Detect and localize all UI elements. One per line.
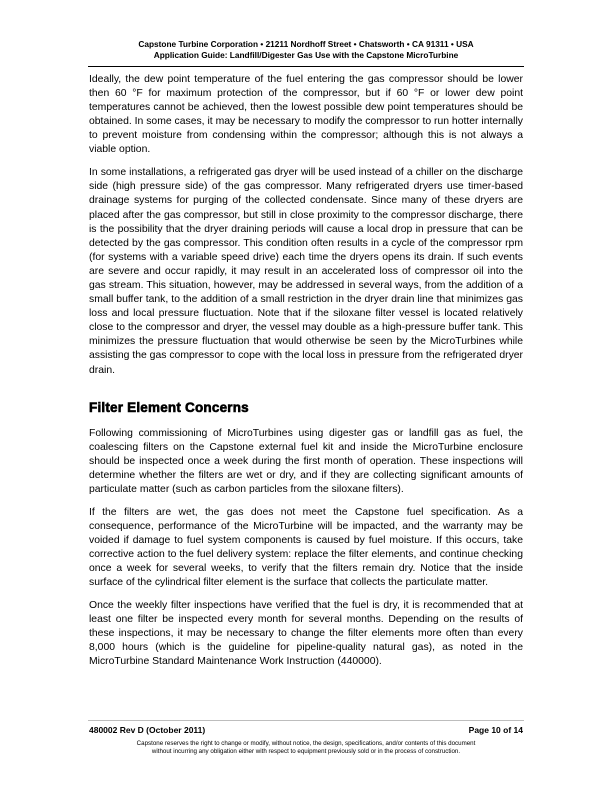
page-header [88, 39, 524, 61]
footer-disclaimer [88, 740, 524, 757]
paragraph-dew-point: Ideally, the dew point temperature of the fuel entering the gas compressor should be lower then 60 °F for maximum protection of the compressor, but if 60 °F or lower dew point temperatures cannot be achieved, then the lowest possible dew point temperatures should be obtained. In some cases, it may be necessary to modify the compressor to run hotter internally to prevent moisture from condensing within the compressor; although this is not always a viable option. [89, 74, 523, 156]
paragraph-wet-filters: If the filters are wet, the gas does not meet the Capstone fuel specification. As a consequence, performance of the MicroTurbine will be impacted, and the warranty may be voided if damage to fuel system components is caused by fuel moisture. If this occurs, take corrective action to the fuel delivery system: replace the filter elements, and continue checking once a week for several weeks, to verify that the filters remain dry. Notice that the inside surface of the cylindrical filter element is the surface that collects the particulate matter. [89, 506, 523, 589]
paragraph-refrigerated-dryer: In some installations, a refrigerated gas dryer will be used instead of a chiller on the discharge side (high pressure side) of the gas compressor. Many refrigerated dryers use timer-based drainage systems for purging of the collected condensate. Since many of these dryers are placed after the gas compressor, but still in close proximity to the compressor discharge, there is the possibility that the dryer draining periods will cause a local drop in pressure that can be detected by the gas compressor. This condition often results in a cycle of the compressor rpm (for systems with a variable speed drive) each time the dryers opens its drain. If such events are severe and occur rapidly, it may result in an accelerated loss of compressor oil into the gas stream. This situation, however, may be addressed in several ways, from the addition of a small buffer tank, to the addition of a small restriction in the dryer drain line that minimizes gas loss and local pressure fluctuation. Note that if the siloxane filter vessel is located relatively close to the compressor and dryer, the vessel may double as a high-pressure buffer tank. This minimizes the pressure fluctuation that would otherwise be seen by the MicroTurbines while assisting the gas compressor to cope with the local loss in pressure from the refrigerated dryer drain. [89, 167, 523, 376]
paragraph-monthly-inspection: Once the weekly filter inspections have verified that the fuel is dry, it is recommended that at least one filter be inspected every month for several months. Depending on the results of these inspections, it may be necessary to change the filter elements more often than every 8,000 hours (which is the guideline for pipeline-quality natural gas), as noted in the MicroTurbine Standard Maintenance Work Instruction (440000). [89, 600, 523, 668]
document-body [89, 73, 523, 678]
section-heading: Filter Element Concerns [89, 399, 249, 415]
disclaimer-line-1: Capstone reserves the right to change or modify, without notice, the design, specifications, and/or contents of this document [136, 740, 476, 747]
header-divider [88, 66, 524, 67]
header-company-line: Capstone Turbine Corporation • 21211 Nordhoff Street • Chatsworth • CA 91311 • USA [138, 39, 474, 49]
paragraph-filter-inspection: Following commissioning of MicroTurbines using digester gas or landfill gas as fuel, the coalescing filters on the Capstone external fuel kit and inside the MicroTurbine enclosure should be inspected once a week during the first month of operation. These inspections will determine whether the filters are wet or dry, and if they are collecting significant amounts of particulate matter (such as carbon particles from the siloxane filters). [89, 427, 523, 496]
footer-divider [88, 720, 524, 721]
document-revision: 480002 Rev D (October 2011) [89, 725, 206, 735]
header-guide-title: Application Guide: Landfill/Digester Gas Use with the Capstone MicroTurbine [153, 50, 459, 60]
disclaimer-line-2: without incurring any obligation either with respect to equipment previously sold or in the process of construction. [151, 748, 461, 756]
page-number: Page 10 of 14 [468, 725, 523, 735]
